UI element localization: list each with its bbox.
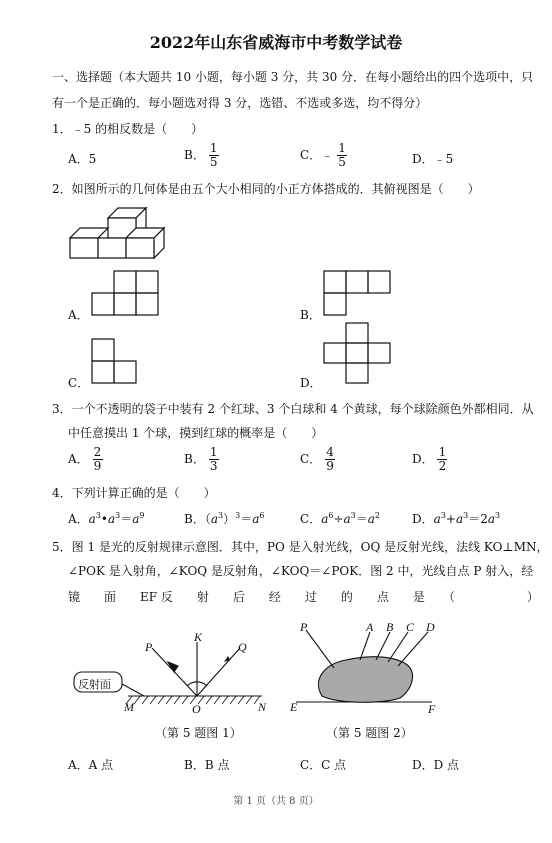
q5-option-a: A．A 点 (68, 758, 114, 772)
q4-option-c: C．$a^6\div a^3=a^2$ (300, 511, 381, 526)
fig1-point-n: N (258, 700, 267, 714)
q3-option-a-fraction (93, 446, 103, 473)
fraction-denominator: 9 (93, 459, 102, 473)
q3-option-c-fraction (325, 446, 335, 473)
q3-option-c (300, 446, 335, 473)
q5-figure-1 (70, 626, 280, 718)
q5-stem-line2: ∠POK 是入射角，∠KOQ 是反射角，∠KOQ＝∠POK．图 2 中，光线自点 P 射入，经 (68, 564, 534, 578)
q4-option-c-prefix: C． (300, 512, 322, 526)
fraction-numerator: 1 (338, 141, 346, 155)
page-title: 2022年山东省威海市中考数学试卷 (149, 33, 403, 52)
q5-stem-line3: 镜 面 EF 反 射 后 经 过 的 点 是 （ ） (68, 590, 539, 604)
fig2-point-c: C (406, 620, 415, 634)
q1-option-b-fraction (209, 142, 219, 169)
q5-option-c: C．C 点 (300, 758, 347, 772)
fig2-point-d: D (426, 620, 435, 634)
fraction-denominator: 2 (438, 459, 447, 473)
q2-stem: 2．如图所示的几何体是由五个大小相同的小正方体搭成的．其俯视图是（ ） (52, 182, 480, 196)
q4-option-b-prefix: B． (184, 512, 205, 526)
q3-option-d-prefix: D． (412, 452, 434, 466)
q4-stem: 4．下列计算正确的是（ ） (52, 486, 216, 500)
q1-option-b (184, 142, 219, 169)
fraction-numerator: 4 (326, 445, 334, 459)
fig2-point-p: P (300, 620, 308, 634)
fig1-point-q: Q (238, 640, 247, 654)
q3-option-b-prefix: B． (184, 452, 205, 466)
fig1-point-p: P (145, 640, 153, 654)
fraction-denominator: 5 (338, 155, 346, 169)
fig2-point-e: E (290, 700, 298, 714)
fraction-denominator: 3 (209, 459, 218, 473)
q2-option-a: A． (68, 308, 89, 322)
fig1-point-k: K (194, 630, 203, 644)
fraction-numerator: 1 (209, 445, 218, 459)
q3-option-b (184, 446, 219, 473)
fig1-point-o: O (192, 702, 201, 716)
q4-option-a: A．$a^3•a^3=a^9$ (68, 511, 145, 526)
section-heading-line1: 一、选择题（本大题共 10 小题，每小题 3 分，共 30 分．在每小题给出的四个选项中，只 (52, 70, 534, 84)
q2-option-b-figure (324, 270, 424, 316)
q5-option-d: D．D 点 (412, 758, 460, 772)
fraction-denominator: 5 (209, 155, 218, 169)
q4-option-a-prefix: A． (68, 512, 89, 526)
q1-stem: 1．﹣5 的相反数是（ ） (52, 122, 204, 136)
fig1-point-m: M (124, 700, 134, 714)
fraction-numerator: 1 (209, 141, 218, 155)
q3-option-a (68, 446, 103, 473)
q5-option-b: B．B 点 (184, 758, 230, 772)
q3-option-d (412, 446, 447, 473)
q2-option-c: C． (68, 376, 90, 390)
fig1-caption: （第 5 题图 1） (155, 726, 242, 740)
q3-option-d-fraction (437, 446, 447, 473)
q2-option-c-figure (92, 338, 152, 384)
fig2-caption: （第 5 题图 2） (326, 726, 413, 740)
fig2-point-f: F (428, 702, 436, 716)
q1-option-a: A．5 (68, 152, 97, 166)
q1-option-b-prefix: B． (184, 148, 205, 162)
q2-option-a-figure (92, 270, 192, 316)
q3-option-b-fraction (209, 446, 219, 473)
q3-option-a-prefix: A． (68, 452, 89, 466)
q3-stem-line2: 中任意摸出 1 个球，摸到红球的概率是（ ） (68, 426, 324, 440)
q4-option-b: B．$(a^3)^3=a^6$ (184, 511, 265, 526)
q5-stem-line1: 5．图 1 是光的反射规律示意图．其中，PO 是入射光线，OQ 是反射光线，法线 KO⊥MN， (52, 540, 549, 554)
q3-stem-line1: 3．一个不透明的袋子中装有 2 个红球、3 个白球和 4 个黄球，每个球除颜色外都相同．从 (52, 402, 534, 416)
section-heading-line2: 有一个是正确的．每小题选对得 3 分，选错、不选或多选，均不得分） (52, 96, 428, 110)
q2-solid-figure (70, 202, 180, 264)
q4-option-d: D．$a^3+a^3=2a^3$ (412, 511, 501, 526)
fig2-point-b: B (386, 620, 394, 634)
fig1-reflect-surface-label: 反射面 (78, 678, 111, 691)
q1-option-d: D．﹣5 (412, 152, 454, 166)
fraction-numerator: 1 (438, 445, 447, 459)
fraction-numerator: 2 (93, 445, 102, 459)
q2-option-d-figure (324, 322, 424, 386)
q3-option-c-prefix: C． (300, 452, 322, 466)
q2-option-b: B． (300, 308, 321, 322)
fraction-denominator: 9 (326, 459, 334, 473)
page-footer: 第 1 页（共 8 页） (233, 796, 319, 807)
q2-option-d: D． (300, 376, 322, 390)
q1-option-c-prefix: C．﹣ (300, 148, 334, 162)
fig2-point-a: A (366, 620, 374, 634)
q1-option-c-fraction (337, 142, 347, 169)
q1-option-c (300, 142, 347, 169)
q4-option-d-prefix: D． (412, 512, 434, 526)
